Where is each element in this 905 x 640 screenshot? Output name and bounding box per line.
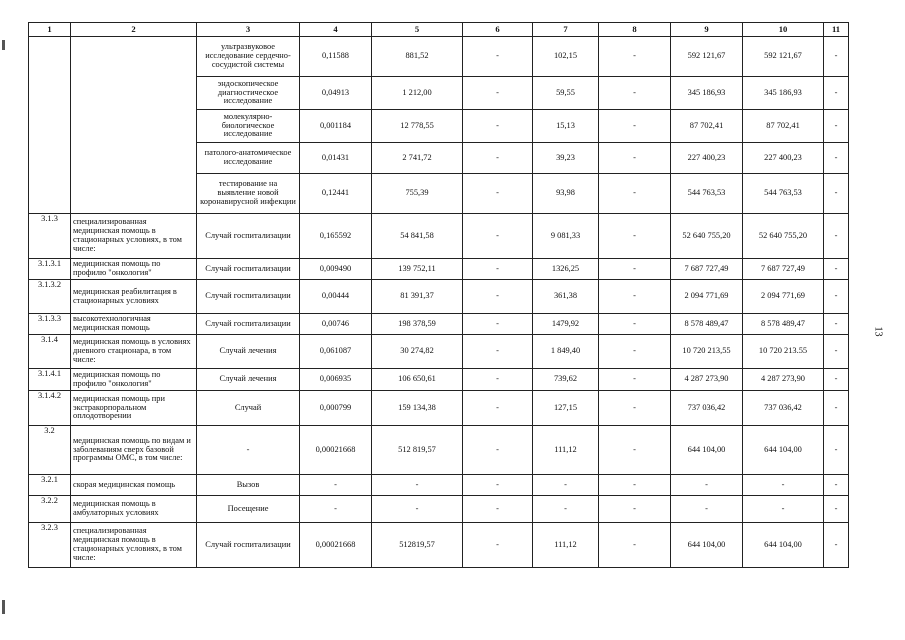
total-oms-cell: 345 186,93 <box>743 77 824 110</box>
unit-cell: Вызов <box>197 475 300 496</box>
unit-cell: Случай лечения <box>197 335 300 369</box>
total-cell: 52 640 755,20 <box>671 214 743 259</box>
unit-cell: Случай госпитализации <box>197 280 300 314</box>
cell-11: - <box>824 214 849 259</box>
total-cell: 227 400,23 <box>671 143 743 174</box>
volume-cell: - <box>300 475 372 496</box>
margin-mark <box>2 600 5 614</box>
volume-cell: 0,00746 <box>300 314 372 335</box>
cost-per-unit-cell: 512 819,57 <box>372 426 463 475</box>
cost-per-unit-cell: 54 841,58 <box>372 214 463 259</box>
cell-6: - <box>463 391 533 426</box>
cost-per-unit-cell: 139 752,11 <box>372 259 463 280</box>
volume-cell: 0,165592 <box>300 214 372 259</box>
row-name: специализированная медицинская помощь в стационарных условиях, в том числе: <box>71 523 197 568</box>
total-cell: 737 036,42 <box>671 391 743 426</box>
cost-per-unit-cell: - <box>372 475 463 496</box>
volume-cell: 0,001184 <box>300 110 372 143</box>
row-name: специализированная медицинская помощь в стационарных условиях, в том числе: <box>71 214 197 259</box>
cell-11: - <box>824 37 849 77</box>
cell-6: - <box>463 174 533 214</box>
per-capita-cell: - <box>533 475 599 496</box>
cost-per-unit-cell: 881,52 <box>372 37 463 77</box>
cost-per-unit-cell: 755,39 <box>372 174 463 214</box>
row-code: 3.2.3 <box>29 523 71 568</box>
row-code: 3.1.3.3 <box>29 314 71 335</box>
per-capita-cell: 111,12 <box>533 523 599 568</box>
cell-11: - <box>824 496 849 523</box>
total-cell: 644 104,00 <box>671 523 743 568</box>
per-capita-cell: 1 849,40 <box>533 335 599 369</box>
header-cell: 9 <box>671 23 743 37</box>
total-oms-cell: 592 121,67 <box>743 37 824 77</box>
cost-per-unit-cell: 81 391,37 <box>372 280 463 314</box>
cell-8: - <box>599 314 671 335</box>
cell-6: - <box>463 369 533 391</box>
row-name: медицинская реабилитация в стационарных условиях <box>71 280 197 314</box>
cell-6: - <box>463 523 533 568</box>
cell-11: - <box>824 280 849 314</box>
total-oms-cell: 227 400,23 <box>743 143 824 174</box>
row-code: 3.1.4.2 <box>29 391 71 426</box>
total-oms-cell: 52 640 755,20 <box>743 214 824 259</box>
row-code <box>29 37 71 214</box>
total-oms-cell: 737 036,42 <box>743 391 824 426</box>
cell-6: - <box>463 426 533 475</box>
header-cell: 2 <box>71 23 197 37</box>
cell-6: - <box>463 335 533 369</box>
unit-cell: тестирование на выявление новой коронавирусной инфекции <box>197 174 300 214</box>
row-name: медицинская помощь по профилю "онкология" <box>71 369 197 391</box>
row-name: медицинская помощь в условиях дневного стационара, в том числе: <box>71 335 197 369</box>
unit-cell: патолого-анатомическое исследование <box>197 143 300 174</box>
cell-6: - <box>463 280 533 314</box>
total-oms-cell: - <box>743 496 824 523</box>
cell-11: - <box>824 369 849 391</box>
header-cell: 10 <box>743 23 824 37</box>
unit-cell: Посещение <box>197 496 300 523</box>
volume-cell: - <box>300 496 372 523</box>
table-row <box>29 335 849 369</box>
cell-8: - <box>599 77 671 110</box>
cell-8: - <box>599 475 671 496</box>
cell-8: - <box>599 259 671 280</box>
total-cell: 592 121,67 <box>671 37 743 77</box>
cell-8: - <box>599 280 671 314</box>
volume-cell: 0,00444 <box>300 280 372 314</box>
per-capita-cell: 59,55 <box>533 77 599 110</box>
cell-8: - <box>599 523 671 568</box>
cell-11: - <box>824 174 849 214</box>
cell-6: - <box>463 496 533 523</box>
cell-8: - <box>599 37 671 77</box>
cell-6: - <box>463 110 533 143</box>
table-body <box>29 37 849 568</box>
per-capita-cell: 102,15 <box>533 37 599 77</box>
row-name: высокотехнологичная медицинская помощь <box>71 314 197 335</box>
unit-cell: - <box>197 426 300 475</box>
per-capita-cell: 15,13 <box>533 110 599 143</box>
cost-per-unit-cell: 2 741,72 <box>372 143 463 174</box>
unit-cell: ультразвуковое исследование сердечно-сосудистой системы <box>197 37 300 77</box>
per-capita-cell: 111,12 <box>533 426 599 475</box>
cost-per-unit-cell: 1 212,00 <box>372 77 463 110</box>
total-cell: - <box>671 496 743 523</box>
volume-cell: 0,00021668 <box>300 426 372 475</box>
row-code: 3.1.3 <box>29 214 71 259</box>
total-oms-cell: 8 578 489,47 <box>743 314 824 335</box>
total-cell: - <box>671 475 743 496</box>
per-capita-cell: 739,62 <box>533 369 599 391</box>
total-oms-cell: 7 687 727,49 <box>743 259 824 280</box>
total-cell: 644 104,00 <box>671 426 743 475</box>
volume-cell: 0,04913 <box>300 77 372 110</box>
total-oms-cell: 10 720 213.55 <box>743 335 824 369</box>
cell-8: - <box>599 391 671 426</box>
cell-11: - <box>824 77 849 110</box>
financing-table <box>28 22 849 568</box>
total-oms-cell: 544 763,53 <box>743 174 824 214</box>
cell-11: - <box>824 143 849 174</box>
total-cell: 544 763,53 <box>671 174 743 214</box>
cell-6: - <box>463 259 533 280</box>
per-capita-cell: 39,23 <box>533 143 599 174</box>
margin-mark <box>2 40 5 50</box>
volume-cell: 0,061087 <box>300 335 372 369</box>
unit-cell: Случай <box>197 391 300 426</box>
header-row <box>29 23 849 37</box>
per-capita-cell: 127,15 <box>533 391 599 426</box>
row-code: 3.2.2 <box>29 496 71 523</box>
per-capita-cell: 93,98 <box>533 174 599 214</box>
table-row <box>29 426 849 475</box>
row-name <box>71 37 197 214</box>
header-cell: 1 <box>29 23 71 37</box>
cell-8: - <box>599 426 671 475</box>
cell-8: - <box>599 143 671 174</box>
cost-per-unit-cell: 159 134,38 <box>372 391 463 426</box>
cell-11: - <box>824 259 849 280</box>
volume-cell: 0,11588 <box>300 37 372 77</box>
table-row <box>29 37 849 77</box>
row-code: 3.2 <box>29 426 71 475</box>
total-cell: 2 094 771,69 <box>671 280 743 314</box>
volume-cell: 0,12441 <box>300 174 372 214</box>
per-capita-cell: 361,38 <box>533 280 599 314</box>
unit-cell: Случай лечения <box>197 369 300 391</box>
row-name: медицинская помощь в амбулаторных условиях <box>71 496 197 523</box>
cell-11: - <box>824 475 849 496</box>
cell-11: - <box>824 110 849 143</box>
per-capita-cell: 9 081,33 <box>533 214 599 259</box>
cell-8: - <box>599 369 671 391</box>
cost-per-unit-cell: 12 778,55 <box>372 110 463 143</box>
cost-per-unit-cell: 30 274,82 <box>372 335 463 369</box>
cell-8: - <box>599 110 671 143</box>
volume-cell: 0,006935 <box>300 369 372 391</box>
row-name: скорая медицинская помощь <box>71 475 197 496</box>
table-row <box>29 280 849 314</box>
cell-11: - <box>824 523 849 568</box>
cell-6: - <box>463 314 533 335</box>
table-row <box>29 523 849 568</box>
cell-8: - <box>599 335 671 369</box>
unit-cell: Случай госпитализации <box>197 214 300 259</box>
page-number: 13 <box>872 326 884 337</box>
financing-table-sheet <box>28 22 849 568</box>
header-cell: 5 <box>372 23 463 37</box>
cost-per-unit-cell: 106 650,61 <box>372 369 463 391</box>
total-oms-cell: - <box>743 475 824 496</box>
total-cell: 7 687 727,49 <box>671 259 743 280</box>
row-name: медицинская помощь по видам и заболеваниям сверх базовой программы ОМС, в том числе: <box>71 426 197 475</box>
unit-cell: Случай госпитализации <box>197 259 300 280</box>
cost-per-unit-cell: - <box>372 496 463 523</box>
cell-11: - <box>824 335 849 369</box>
volume-cell: 0,01431 <box>300 143 372 174</box>
cell-6: - <box>463 214 533 259</box>
total-oms-cell: 4 287 273,90 <box>743 369 824 391</box>
table-row <box>29 391 849 426</box>
table-row <box>29 496 849 523</box>
cell-8: - <box>599 174 671 214</box>
header-cell: 6 <box>463 23 533 37</box>
total-oms-cell: 644 104,00 <box>743 426 824 475</box>
total-cell: 87 702,41 <box>671 110 743 143</box>
table-row <box>29 314 849 335</box>
total-cell: 8 578 489,47 <box>671 314 743 335</box>
cell-8: - <box>599 214 671 259</box>
total-oms-cell: 87 702,41 <box>743 110 824 143</box>
header-cell: 11 <box>824 23 849 37</box>
per-capita-cell: - <box>533 496 599 523</box>
row-code: 3.2.1 <box>29 475 71 496</box>
total-oms-cell: 2 094 771,69 <box>743 280 824 314</box>
cost-per-unit-cell: 198 378,59 <box>372 314 463 335</box>
total-cell: 4 287 273,90 <box>671 369 743 391</box>
table-row <box>29 259 849 280</box>
row-code: 3.1.4 <box>29 335 71 369</box>
row-name: медицинская помощь при экстракорпоральном оплодотворении <box>71 391 197 426</box>
total-cell: 10 720 213,55 <box>671 335 743 369</box>
header-cell: 4 <box>300 23 372 37</box>
header-cell: 3 <box>197 23 300 37</box>
total-cell: 345 186,93 <box>671 77 743 110</box>
table-row <box>29 369 849 391</box>
volume-cell: 0,000799 <box>300 391 372 426</box>
total-oms-cell: 644 104,00 <box>743 523 824 568</box>
unit-cell: Случай госпитализации <box>197 523 300 568</box>
cost-per-unit-cell: 512819,57 <box>372 523 463 568</box>
cell-6: - <box>463 77 533 110</box>
cell-6: - <box>463 475 533 496</box>
table-row <box>29 475 849 496</box>
row-name: медицинская помощь по профилю "онкология" <box>71 259 197 280</box>
cell-8: - <box>599 496 671 523</box>
cell-11: - <box>824 391 849 426</box>
header-cell: 7 <box>533 23 599 37</box>
unit-cell: Случай госпитализации <box>197 314 300 335</box>
row-code: 3.1.4.1 <box>29 369 71 391</box>
per-capita-cell: 1479,92 <box>533 314 599 335</box>
cell-11: - <box>824 314 849 335</box>
table-row <box>29 214 849 259</box>
cell-11: - <box>824 426 849 475</box>
header-cell: 8 <box>599 23 671 37</box>
unit-cell: молекулярно-биологическое исследование <box>197 110 300 143</box>
cell-6: - <box>463 37 533 77</box>
per-capita-cell: 1326,25 <box>533 259 599 280</box>
unit-cell: эндоскопическое диагностическое исследование <box>197 77 300 110</box>
volume-cell: 0,009490 <box>300 259 372 280</box>
cell-6: - <box>463 143 533 174</box>
volume-cell: 0,00021668 <box>300 523 372 568</box>
row-code: 3.1.3.2 <box>29 280 71 314</box>
row-code: 3.1.3.1 <box>29 259 71 280</box>
